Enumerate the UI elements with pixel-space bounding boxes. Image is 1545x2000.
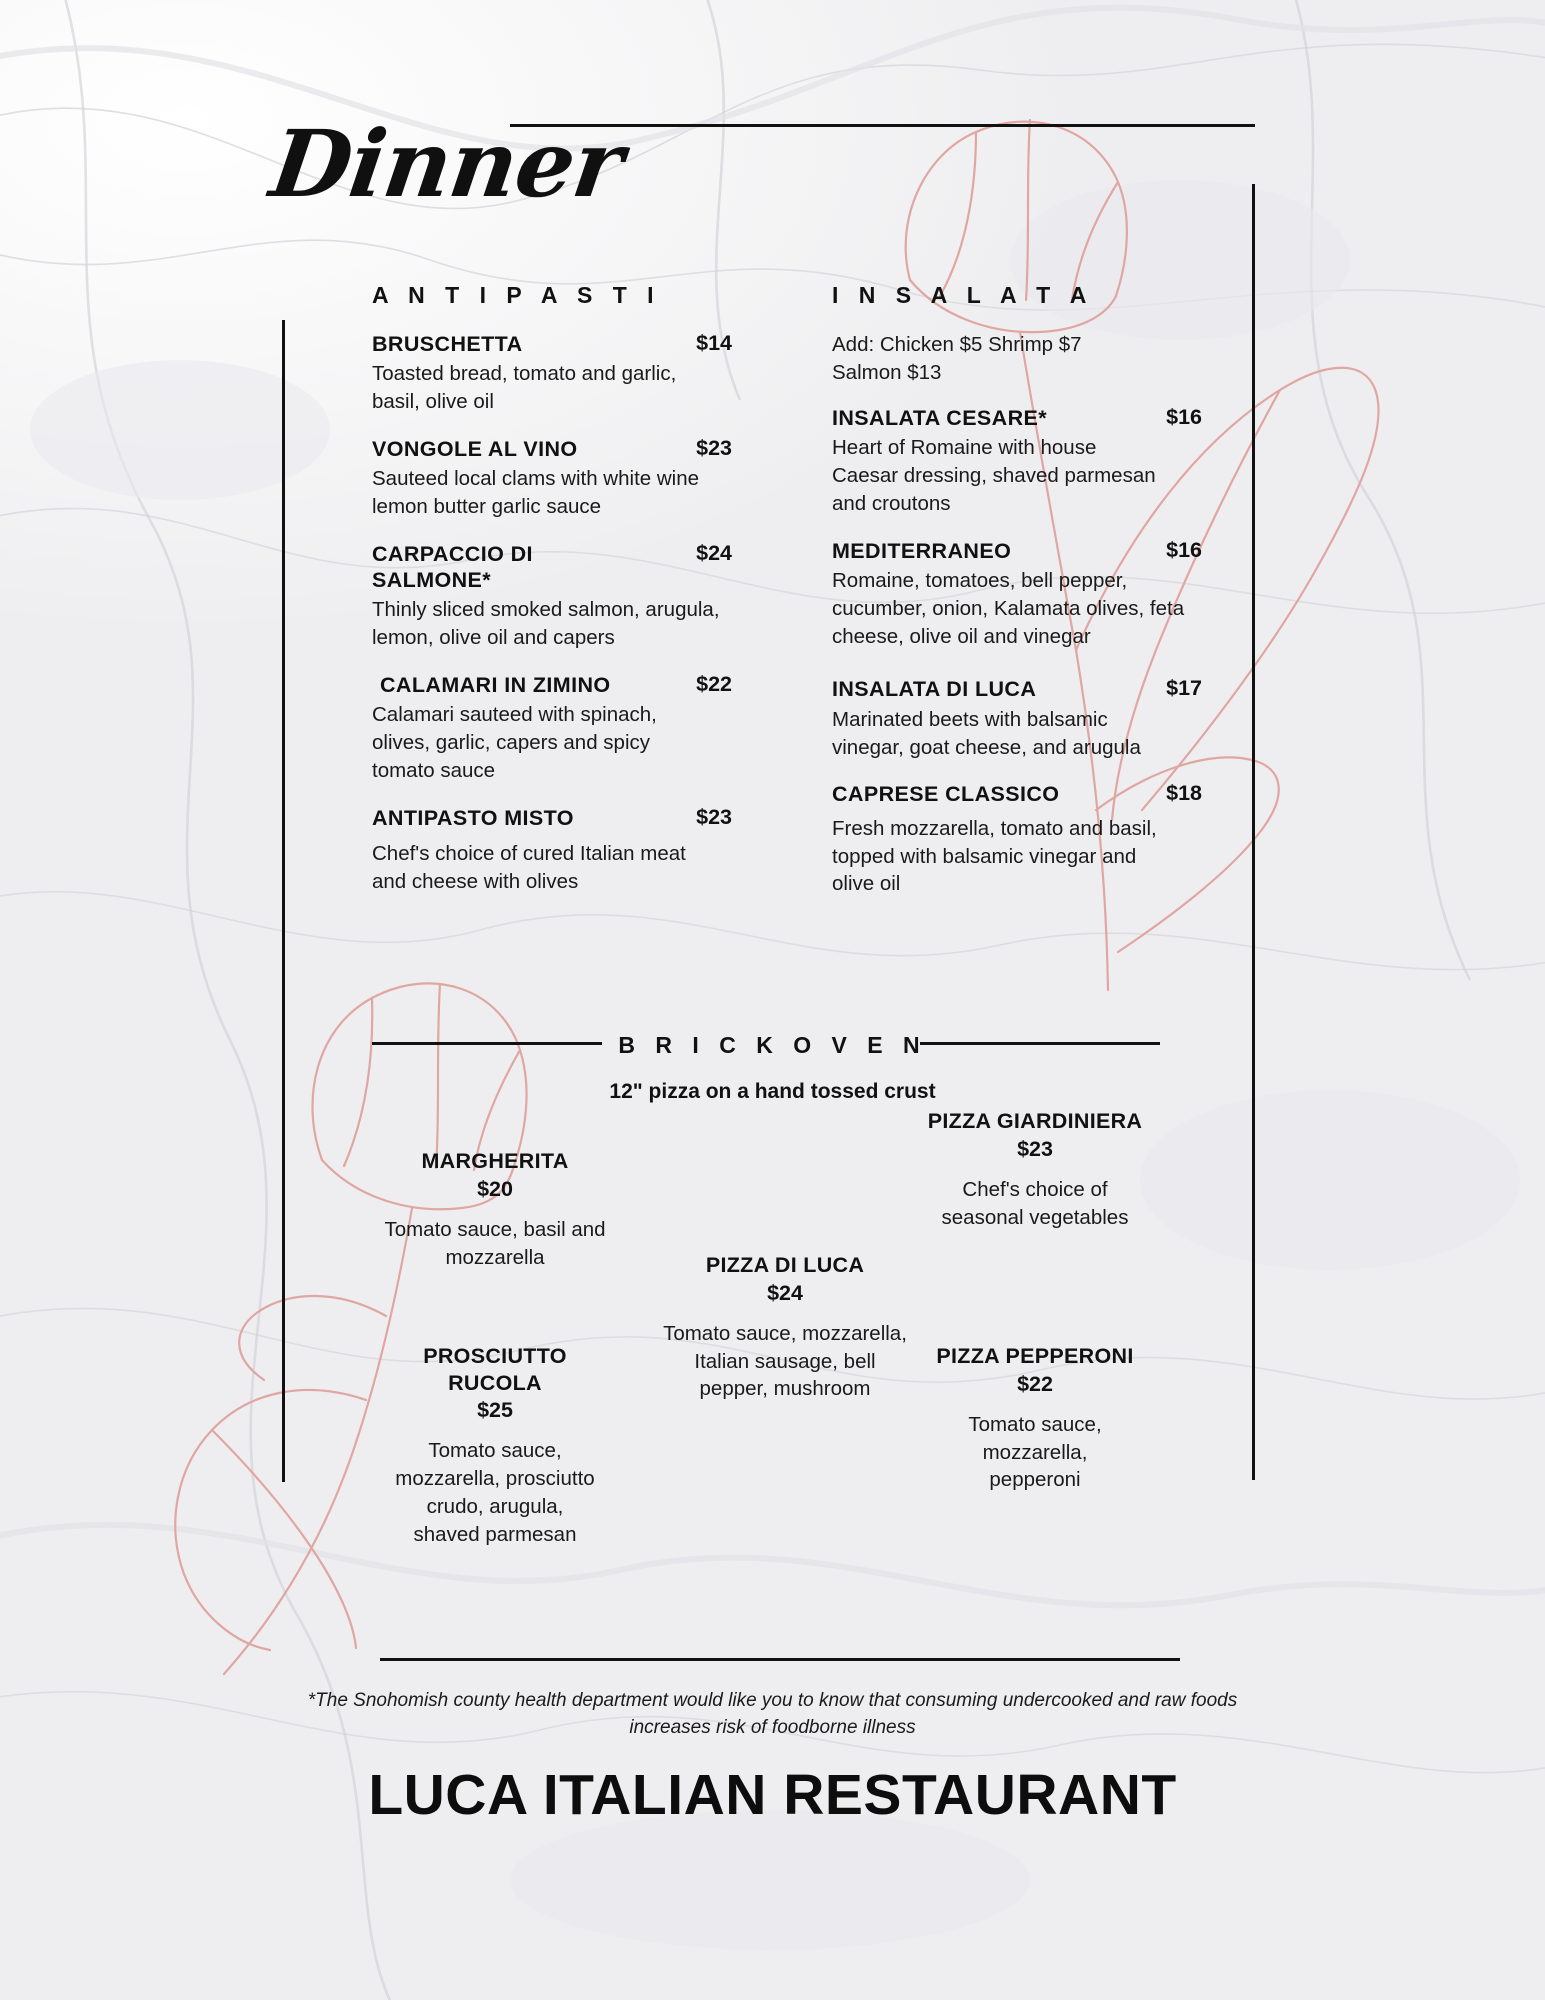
item-description: Sauteed local clams with white wine lemon butter garlic sauce: [372, 467, 700, 519]
left-vertical-rule: [282, 320, 285, 1482]
pizza-item: [920, 1343, 1150, 1494]
menu-item: [832, 781, 1202, 898]
item-name: PIZZA DI LUCA: [705, 1253, 865, 1277]
item-description: Tomato sauce, mozzarella, Italian sausage, bell pepper, mushroom: [663, 1321, 907, 1401]
item-description: Toasted bread, tomato and garlic, basil, olive oil: [372, 362, 677, 414]
item-price: $22: [1017, 1371, 1053, 1396]
item-price: $23: [696, 435, 732, 460]
restaurant-name: LUCA ITALIAN RESTAURANT: [368, 1763, 1177, 1827]
item-price: $23: [1017, 1136, 1053, 1161]
item-name: CAPRESE CLASSICO: [832, 782, 1060, 807]
item-name: MEDITERRANEO: [832, 538, 1012, 563]
menu-item: [832, 676, 1202, 761]
item-description: Tomato sauce, mozzarella, pepperoni: [968, 1412, 1102, 1492]
item-price: $24: [767, 1280, 803, 1305]
pizza-item: [660, 1252, 910, 1403]
menu-item: [372, 672, 732, 785]
item-name: MARGHERITA: [421, 1149, 569, 1173]
pizza-item: [380, 1148, 610, 1271]
item-price: $23: [696, 804, 732, 829]
antipasti-column: [372, 282, 732, 916]
item-name: ANTIPASTO MISTO: [372, 805, 574, 830]
menu-item: [832, 405, 1202, 518]
menu-item: [372, 331, 732, 416]
item-description: Tomato sauce, mozzarella, prosciutto crudo, arugula, shaved parmesan: [395, 1439, 595, 1546]
item-name: CALAMARI IN ZIMINO: [380, 673, 611, 698]
item-price: $25: [477, 1398, 513, 1423]
insalata-header: I N S A L A T A: [832, 282, 1094, 308]
health-disclaimer: *The Snohomish county health department would like you to know that consuming undercooked and raw foods increases risk of foodborne illness: [307, 1690, 1238, 1738]
right-vertical-rule: [1252, 184, 1255, 1480]
item-price: $24: [696, 540, 732, 565]
menu-item: [372, 805, 732, 896]
item-price: $16: [1166, 404, 1202, 429]
item-description: Fresh mozzarella, tomato and basil, topped with balsamic vinegar and olive oil: [832, 816, 1157, 896]
item-price: $17: [1166, 676, 1202, 701]
item-name: PIZZA PEPPERONI: [936, 1344, 1134, 1368]
brick-oven-subtitle: 12" pizza on a hand tossed crust: [609, 1080, 936, 1103]
item-price: $14: [696, 331, 732, 355]
item-description: Chef's choice of seasonal vegetables: [941, 1177, 1129, 1229]
item-description: Tomato sauce, basil and mozzarella: [384, 1217, 606, 1269]
bottom-rule: [380, 1658, 1180, 1661]
item-name: VONGOLE AL VINO: [372, 436, 578, 461]
item-name: PROSCIUTTO RUCOLA: [423, 1344, 567, 1395]
item-price: $16: [1166, 537, 1202, 562]
antipasti-header: A N T I P A S T I: [372, 282, 661, 308]
item-name: INSALATA CESARE*: [832, 405, 1048, 430]
item-price: $22: [696, 672, 732, 697]
item-name: INSALATA DI LUCA: [832, 677, 1037, 702]
page-title: Dinner: [264, 110, 630, 218]
menu-item: [372, 436, 732, 521]
item-description: Marinated beets with balsamic vinegar, goat cheese, and arugula: [832, 707, 1141, 759]
insalata-column: [832, 282, 1202, 918]
item-price: $20: [477, 1176, 513, 1201]
item-description: Thinly sliced smoked salmon, arugula, lemon, olive oil and capers: [372, 598, 720, 650]
pizza-item: [920, 1108, 1150, 1231]
pizza-item: [380, 1343, 610, 1549]
item-description: Romaine, tomatoes, bell pepper, cucumber, onion, Kalamata olives, feta cheese, olive oil and vinegar: [832, 568, 1185, 648]
insalata-add-protein-note: Add: Chicken $5 Shrimp $7 Salmon $13: [832, 333, 1082, 384]
item-price: $18: [1166, 781, 1202, 806]
item-description: Chef's choice of cured Italian meat and cheese with olives: [372, 842, 686, 894]
item-name: PIZZA GIARDINIERA: [927, 1109, 1143, 1133]
item-description: Calamari sauteed with spinach, olives, garlic, capers and spicy tomato sauce: [372, 703, 657, 783]
brick-oven-header: B R I C K O V E N: [618, 1032, 927, 1058]
item-name: CARPACCIO DI SALMONE*: [372, 541, 533, 593]
menu-item: [372, 541, 732, 652]
item-name: BRUSCHETTA: [372, 332, 523, 356]
menu-item: [832, 538, 1202, 651]
item-description: Heart of Romaine with house Caesar dressing, shaved parmesan and croutons: [832, 435, 1156, 515]
